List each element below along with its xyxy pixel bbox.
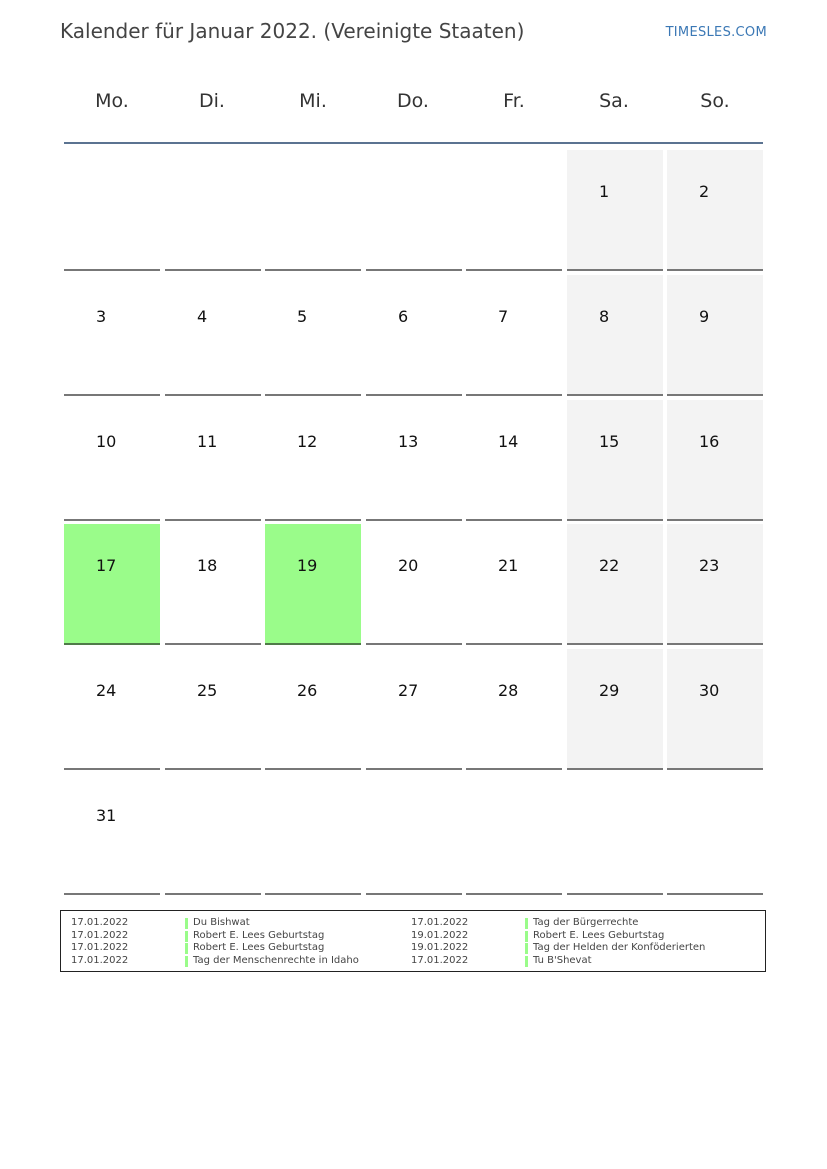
day-cell-15[interactable] (567, 400, 663, 521)
holiday-color-marker (185, 931, 188, 942)
day-cell-2[interactable] (667, 150, 763, 271)
holiday-color-marker (185, 943, 188, 954)
day-number: 27 (398, 681, 419, 700)
day-cell-29[interactable] (567, 649, 663, 770)
legend-holiday-name: Robert E. Lees Geburtstag (193, 930, 325, 941)
day-number: 7 (498, 307, 509, 326)
day-cell-5[interactable] (265, 275, 361, 396)
day-number: 9 (699, 307, 710, 326)
day-cell-1[interactable] (567, 150, 663, 271)
day-number: 1 (599, 182, 610, 201)
weekday-thu: Do. (397, 90, 429, 112)
day-number: 19 (297, 556, 318, 575)
day-number: 28 (498, 681, 519, 700)
holiday-color-marker (525, 918, 528, 929)
legend-holiday-name: Tag der Bürgerrechte (533, 917, 639, 928)
legend-date: 17.01.2022 (71, 930, 129, 941)
day-cell-11[interactable] (165, 400, 261, 521)
weekday-mon: Mo. (95, 90, 129, 112)
weekday-sat: Sa. (599, 90, 629, 112)
day-cell-21[interactable] (466, 524, 562, 645)
day-number: 29 (599, 681, 620, 700)
legend-date: 17.01.2022 (71, 917, 129, 928)
day-number: 22 (599, 556, 620, 575)
header-divider (64, 142, 763, 144)
legend-holiday-name: Robert E. Lees Geburtstag (533, 930, 665, 941)
legend-date: 17.01.2022 (71, 955, 129, 966)
day-number: 5 (297, 307, 308, 326)
holiday-color-marker (525, 943, 528, 954)
day-number: 30 (699, 681, 720, 700)
empty-day-cell (667, 774, 763, 895)
day-cell-23[interactable] (667, 524, 763, 645)
brand-link[interactable]: TIMESLES.COM (665, 25, 767, 40)
day-cell-6[interactable] (366, 275, 462, 396)
legend-holiday-name: Tu B'Shevat (533, 955, 592, 966)
legend-date: 17.01.2022 (411, 955, 469, 966)
day-cell-25[interactable] (165, 649, 261, 770)
day-number: 10 (96, 432, 117, 451)
day-number: 17 (96, 556, 117, 575)
day-cell-8[interactable] (567, 275, 663, 396)
day-number: 15 (599, 432, 620, 451)
day-cell-20[interactable] (366, 524, 462, 645)
legend-date: 17.01.2022 (71, 942, 129, 953)
day-number: 14 (498, 432, 519, 451)
weekday-wed: Mi. (299, 90, 327, 112)
legend-date: 17.01.2022 (411, 917, 469, 928)
day-number: 13 (398, 432, 419, 451)
day-number: 20 (398, 556, 419, 575)
day-cell-31[interactable] (64, 774, 160, 895)
day-cell-4[interactable] (165, 275, 261, 396)
day-number: 26 (297, 681, 318, 700)
day-number: 12 (297, 432, 318, 451)
day-cell-16[interactable] (667, 400, 763, 521)
day-number: 4 (197, 307, 208, 326)
day-number: 6 (398, 307, 409, 326)
day-cell-22[interactable] (567, 524, 663, 645)
day-cell-3[interactable] (64, 275, 160, 396)
holiday-color-marker (185, 956, 188, 967)
day-number: 2 (699, 182, 710, 201)
day-number: 16 (699, 432, 720, 451)
day-cell-14[interactable] (466, 400, 562, 521)
legend-holiday-name: Du Bishwat (193, 917, 250, 928)
day-cell-24[interactable] (64, 649, 160, 770)
day-number: 8 (599, 307, 610, 326)
day-number: 23 (699, 556, 720, 575)
empty-day-cell (466, 150, 562, 271)
empty-day-cell (64, 150, 160, 271)
day-cell-30[interactable] (667, 649, 763, 770)
legend-date: 19.01.2022 (411, 930, 469, 941)
empty-day-cell (265, 774, 361, 895)
empty-day-cell (265, 150, 361, 271)
legend-holiday-name: Tag der Helden der Konföderierten (533, 942, 706, 953)
day-number: 25 (197, 681, 218, 700)
day-number: 24 (96, 681, 117, 700)
day-cell-9[interactable] (667, 275, 763, 396)
legend-holiday-name: Tag der Menschenrechte in Idaho (193, 955, 359, 966)
holiday-color-marker (525, 931, 528, 942)
weekday-sun: So. (700, 90, 730, 112)
day-cell-27[interactable] (366, 649, 462, 770)
holiday-color-marker (525, 956, 528, 967)
legend-holiday-name: Robert E. Lees Geburtstag (193, 942, 325, 953)
holiday-legend (60, 910, 766, 972)
day-cell-28[interactable] (466, 649, 562, 770)
empty-day-cell (366, 150, 462, 271)
legend-date: 19.01.2022 (411, 942, 469, 953)
day-cell-10[interactable] (64, 400, 160, 521)
weekday-fri: Fr. (503, 90, 525, 112)
empty-day-cell (567, 774, 663, 895)
empty-day-cell (466, 774, 562, 895)
day-number: 21 (498, 556, 519, 575)
holiday-color-marker (185, 918, 188, 929)
day-cell-13[interactable] (366, 400, 462, 521)
day-number: 3 (96, 307, 107, 326)
calendar-title: Kalender für Januar 2022. (Vereinigte Staaten) (60, 19, 525, 43)
day-cell-26[interactable] (265, 649, 361, 770)
day-number: 18 (197, 556, 218, 575)
weekday-header-row (62, 90, 765, 118)
empty-day-cell (366, 774, 462, 895)
empty-day-cell (165, 150, 261, 271)
day-number: 31 (96, 806, 117, 825)
day-cell-7[interactable] (466, 275, 562, 396)
weekday-tue: Di. (199, 90, 225, 112)
day-number: 11 (197, 432, 218, 451)
empty-day-cell (165, 774, 261, 895)
day-cell-17[interactable] (64, 524, 160, 645)
day-cell-18[interactable] (165, 524, 261, 645)
day-cell-12[interactable] (265, 400, 361, 521)
day-cell-19[interactable] (265, 524, 361, 645)
